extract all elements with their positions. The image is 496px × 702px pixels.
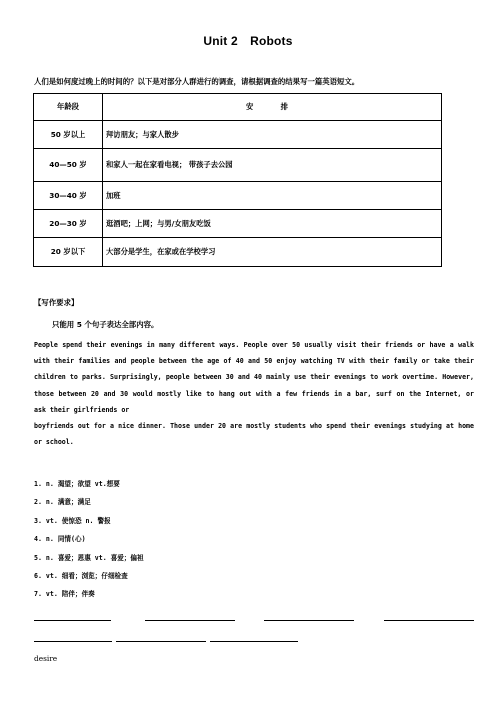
arrangement-cell: 拜访朋友；与家人散步 xyxy=(103,121,442,149)
age-cell: 30—40 岁 xyxy=(34,182,103,210)
table-row xyxy=(34,149,442,182)
essay-part-2: boyfriends out for a nice dinner. Those under 20 are mostly students who spend their evenings studying at home or school. xyxy=(34,422,474,447)
header-age: 年龄段 xyxy=(34,94,103,121)
requirements-note: 只能用 5 个句子表达全部内容。 xyxy=(52,320,159,329)
survey-table xyxy=(33,93,442,267)
answer-blank xyxy=(210,641,298,642)
arrangement-cell: 和家人一起在家看电视； 带孩子去公园 xyxy=(103,149,442,182)
sample-essay xyxy=(34,337,474,450)
arrangement-cell: 加班 xyxy=(103,182,442,210)
table-row xyxy=(34,238,442,267)
answer-text: desire xyxy=(34,654,58,663)
answer-blank xyxy=(34,641,112,642)
answer-blank xyxy=(264,620,354,621)
requirements-heading: 【写作要求】 xyxy=(34,298,79,307)
vocabulary-list xyxy=(34,475,474,604)
answer-blank xyxy=(34,620,111,621)
answer-blank xyxy=(384,620,474,621)
essay-part-1: People spend their evenings in many different ways. People over 50 usually visit their friends or have a walk with their families and people between the age of 40 and 50 enjoy watching TV with their family or take their children to parks. Surprisingly, people between 30 and 40 mainly use their evenings to work overtime. However, those between 20 and 30 would mostly like to hang out with a few friends in a bar, surf on the Internet, or ask their girlfriends or xyxy=(34,341,474,414)
age-cell: 20 岁以下 xyxy=(34,238,103,267)
table-row xyxy=(34,121,442,149)
vocab-item: 1. n. 渴望；欲望 vt.想要 xyxy=(34,480,120,488)
age-cell: 40—50 岁 xyxy=(34,149,103,182)
table-row xyxy=(34,182,442,210)
vocab-item: 4. n. 同情(心) xyxy=(34,535,86,544)
arrangement-cell: 大部分是学生，在家或在学校学习 xyxy=(103,238,442,267)
vocab-item: 6. vt. 细看；浏览；仔细检查 xyxy=(34,571,128,580)
age-cell: 50 岁以上 xyxy=(34,121,103,149)
vocab-item: 3. vt. 使惊恐 n. 警报 xyxy=(34,516,111,525)
arrangement-cell: 逛酒吧；上网；与男/女朋友吃饭 xyxy=(103,210,442,238)
vocab-item: 7. vt. 陪伴；伴奏 xyxy=(34,590,95,599)
header-arrangement: 安 排 xyxy=(103,94,442,121)
vocab-item: 2. n. 满意；满足 xyxy=(34,498,91,507)
table-header-row xyxy=(34,94,442,121)
page-title: Unit 2 Robots xyxy=(203,34,293,48)
age-cell: 20—30 岁 xyxy=(34,210,103,238)
answer-blank xyxy=(116,641,206,642)
task-prompt: 人们是如何度过晚上的时间的？以下是对部分人群进行的调查，请根据调查的结果写一篇英语短文。 xyxy=(34,77,360,86)
table-row xyxy=(34,210,442,238)
vocab-item: 5. n. 喜爱；恩惠 vt. 喜爱；偏袒 xyxy=(34,553,144,562)
answer-blank xyxy=(145,620,235,621)
